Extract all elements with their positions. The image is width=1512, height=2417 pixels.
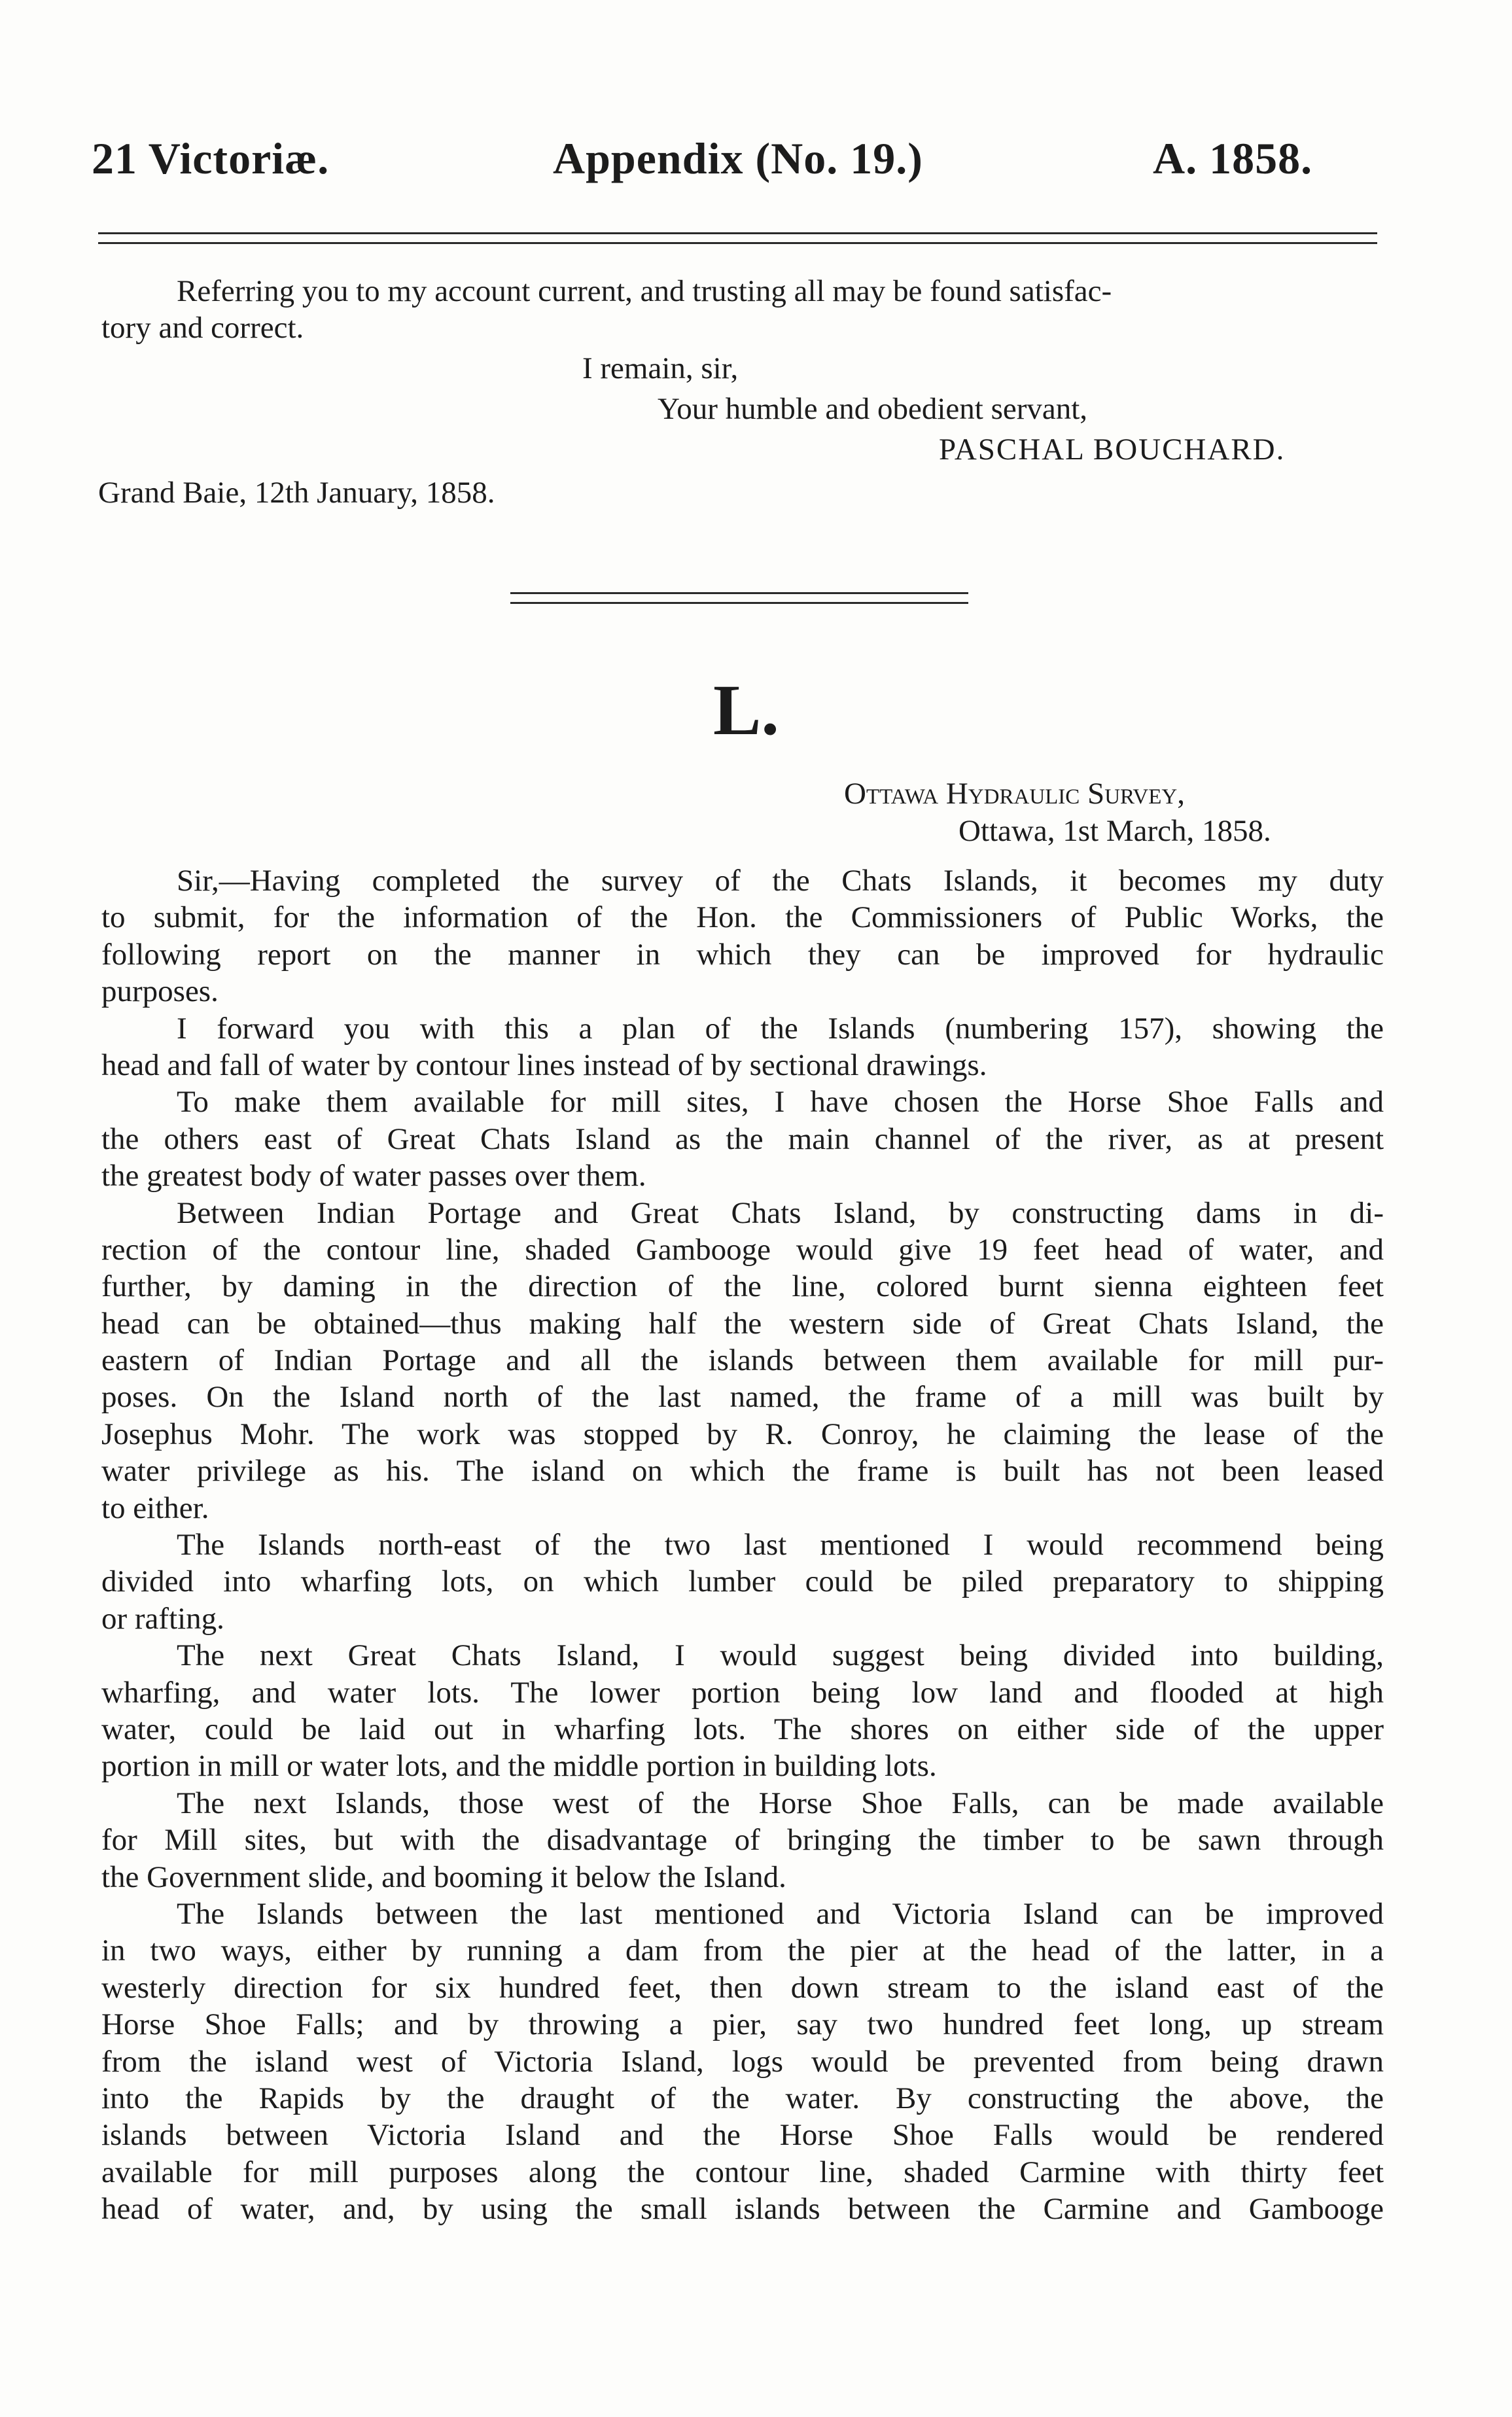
body-line: for Mill sites, but with the disadvantage of bringing the timber to be sawn through xyxy=(101,1823,1384,1858)
body-line: head can be obtained—thus making half the western side of Great Chats Island, the xyxy=(101,1306,1384,1341)
body-line: or rafting. xyxy=(101,1601,224,1636)
header-rule-top xyxy=(98,232,1377,234)
body-line: poses. On the Island north of the last named, the frame of a mill was built by xyxy=(101,1380,1384,1415)
body-line: eastern of Indian Portage and all the islands between them available for mill pur- xyxy=(101,1343,1384,1378)
body-line: rection of the contour line, shaded Gambooge would give 19 feet head of water, and xyxy=(101,1232,1384,1267)
body-line: head of water, and, by using the small islands between the Carmine and Gambooge xyxy=(101,2192,1384,2227)
header-appendix: Appendix (No. 19.) xyxy=(553,133,923,183)
body-line: To make them available for mill sites, I have chosen the Horse Shoe Falls and xyxy=(177,1085,1384,1120)
body-line: wharfing, and water lots. The lower portion being low land and flooded at high xyxy=(101,1675,1384,1710)
report-body xyxy=(101,862,1384,2227)
section-office: Ottawa Hydraulic Survey, xyxy=(844,777,1185,811)
letter-close-line-2: tory and correct. xyxy=(101,311,304,345)
body-line: islands between Victoria Island and the Horse Shoe Falls would be rendered xyxy=(101,2118,1384,2153)
body-line: the greatest body of water passes over them. xyxy=(101,1159,646,1193)
body-line: westerly direction for six hundred feet, then down stream to the island east of the xyxy=(101,1970,1384,2005)
body-line: divided into wharfing lots, on which lumber could be piled preparatory to shipping xyxy=(101,1564,1384,1599)
body-line: following report on the manner in which they can be improved for hydraulic xyxy=(101,937,1384,972)
letter-close-line-1: Referring you to my account current, and trusting all may be found satisfac- xyxy=(177,274,1112,308)
body-line: purposes. xyxy=(101,974,219,1009)
body-line: I forward you with this a plan of the Islands (numbering 157), showing the xyxy=(177,1011,1384,1046)
body-line: Between Indian Portage and Great Chats Island, by constructing dams in di- xyxy=(177,1195,1384,1230)
body-line: The next Islands, those west of the Horse Shoe Falls, can be made available xyxy=(177,1786,1384,1820)
body-line: available for mill purposes along the contour line, shaded Carmine with thirty feet xyxy=(101,2155,1384,2189)
section-letter: L. xyxy=(713,670,779,750)
body-line: from the island west of Victoria Island, logs would be prevented from being drawn xyxy=(101,2044,1384,2079)
body-line: the Government slide, and booming it below the Island. xyxy=(101,1860,786,1894)
body-line: water, could be laid out in wharfing lots. The shores on either side of the upper xyxy=(101,1712,1384,1746)
letter-servant: Your humble and obedient servant, xyxy=(658,392,1088,426)
body-line: Horse Shoe Falls; and by throwing a pier, say two hundred feet long, up stream xyxy=(101,2007,1384,2042)
section-rule-bottom xyxy=(510,602,968,604)
body-line: into the Rapids by the draught of the water. By constructing the above, the xyxy=(101,2081,1384,2115)
body-line: Josephus Mohr. The work was stopped by R. Conroy, he claiming the lease of the xyxy=(101,1417,1384,1451)
letter-signature: PASCHAL BOUCHARD. xyxy=(939,432,1286,467)
body-line: in two ways, either by running a dam from the pier at the head of the latter, in a xyxy=(101,1933,1384,1968)
body-line: head and fall of water by contour lines instead of by sectional drawings. xyxy=(101,1048,987,1082)
header-session: 21 Victoriæ. xyxy=(92,133,330,183)
header-rule-bottom xyxy=(98,242,1377,244)
body-line: the others east of Great Chats Island as the main channel of the river, as at present xyxy=(101,1121,1384,1156)
body-line: The next Great Chats Island, I would suggest being divided into building, xyxy=(177,1638,1384,1673)
body-line: water privilege as his. The island on which the frame is built has not been leased xyxy=(101,1454,1384,1489)
body-line: to either. xyxy=(101,1491,209,1525)
body-line: to submit, for the information of the Hon. the Commissioners of Public Works, the xyxy=(101,900,1384,935)
section-place-date: Ottawa, 1st March, 1858. xyxy=(958,814,1271,848)
body-line: The Islands between the last mentioned and Victoria Island can be improved xyxy=(177,1896,1384,1931)
body-line: The Islands north-east of the two last mentioned I would recommend being xyxy=(177,1528,1384,1562)
letter-place-date: Grand Baie, 12th January, 1858. xyxy=(98,476,495,510)
body-line: further, by daming in the direction of the line, colored burnt sienna eighteen feet xyxy=(101,1269,1384,1304)
body-line: portion in mill or water lots, and the middle portion in building lots. xyxy=(101,1749,937,1784)
header-year: A. 1858. xyxy=(1153,133,1313,183)
body-line: Sir,—Having completed the survey of the Chats Islands, it becomes my duty xyxy=(177,864,1384,898)
section-rule-top xyxy=(510,592,968,594)
letter-remain: I remain, sir, xyxy=(582,351,739,385)
